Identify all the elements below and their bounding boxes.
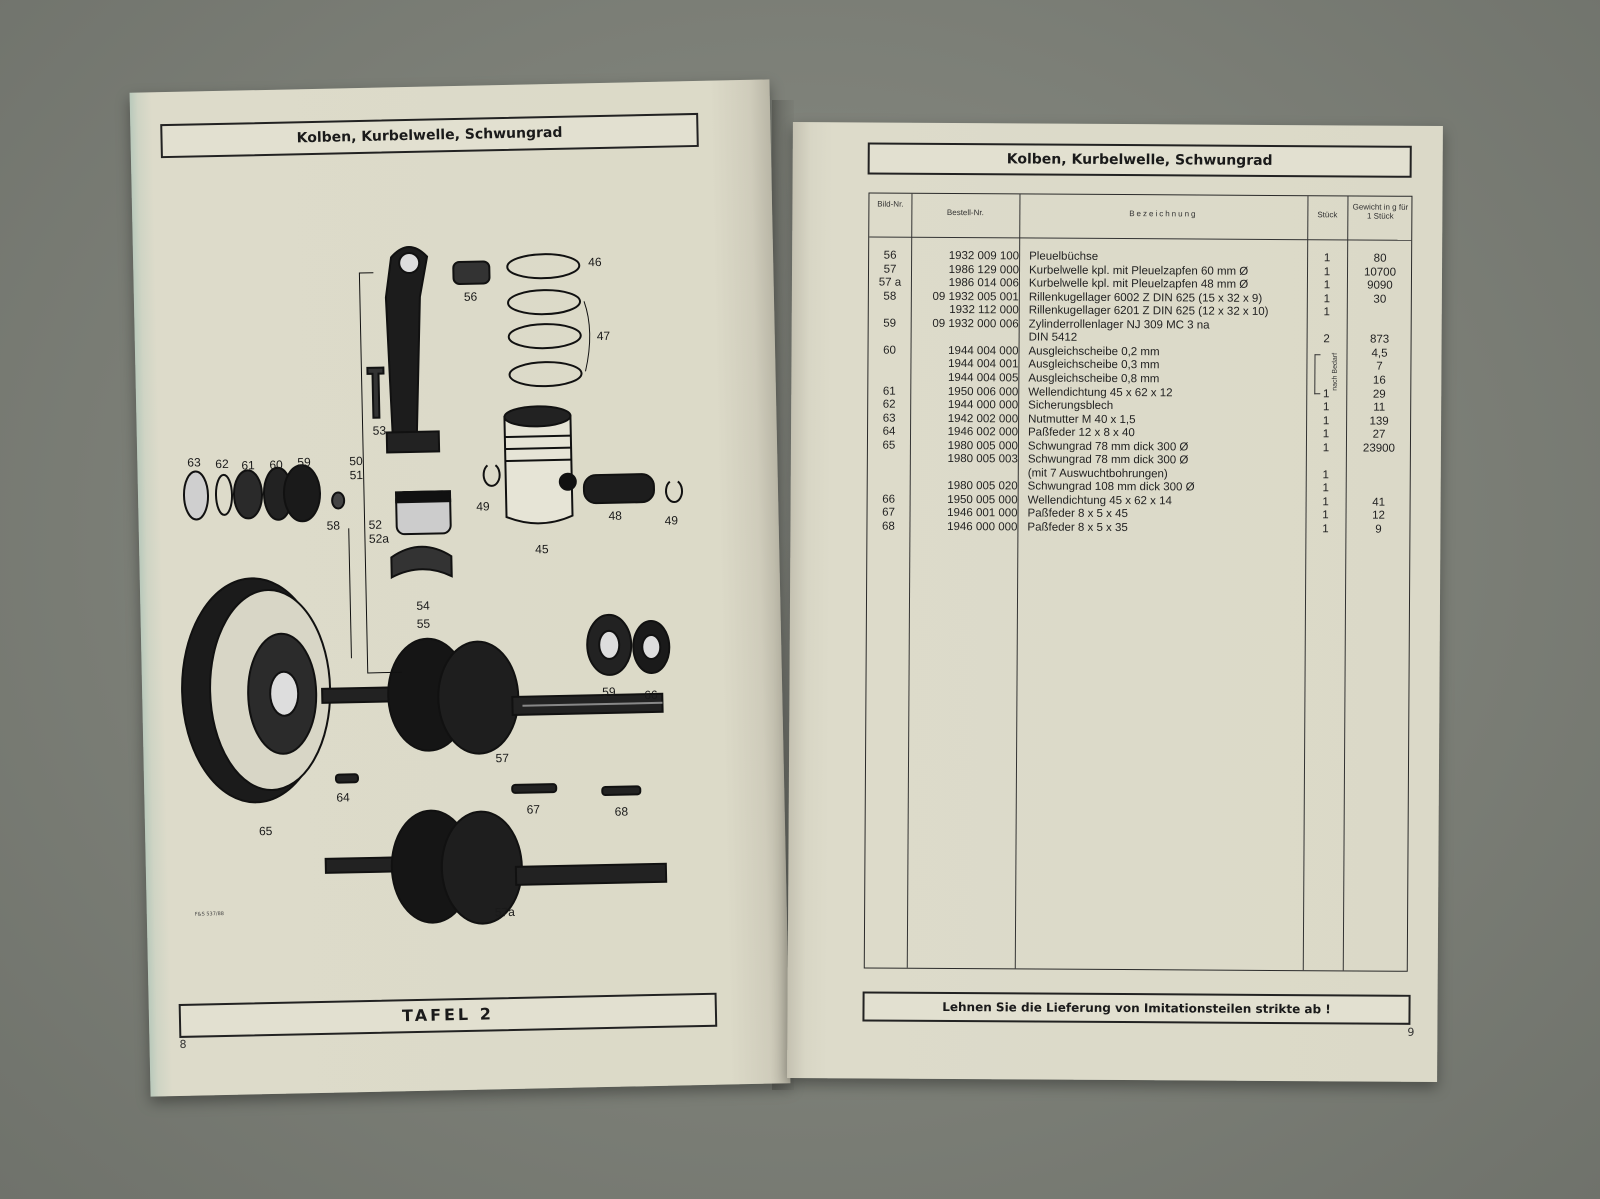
imitation-parts-warning: Lehnen Sie die Lieferung von Imitationsteilen strikte ab !	[862, 991, 1410, 1024]
part-label-45: 45	[535, 542, 549, 557]
figure-code: F&S 537/88	[194, 911, 224, 918]
cell-bild-nr: 63	[882, 412, 896, 425]
part-label-51: 51	[349, 468, 364, 483]
part-label-65: 65	[258, 823, 273, 839]
part-label-63: 63	[187, 455, 201, 470]
cell-bild-nr: 61	[882, 385, 896, 398]
cell-gewicht: 27	[1372, 428, 1386, 441]
part-label-60: 60	[269, 457, 283, 472]
part-label-54: 54	[416, 598, 430, 613]
cell-bild-nr: 68	[882, 520, 895, 533]
cell-bild-nr: 56	[883, 249, 897, 262]
part-label-56: 56	[463, 289, 478, 304]
cell-bestell-nr: 09 1932 005 001	[932, 290, 1019, 304]
cell-bestell-nr: 1980 005 020	[947, 480, 1018, 493]
part-label-59b: 59	[602, 684, 616, 700]
cell-bezeichnung: Ausgleichscheibe 0,2 mm	[1028, 345, 1160, 359]
header-rule	[869, 236, 1411, 240]
part-label-46: 46	[588, 254, 602, 270]
left-page	[130, 79, 791, 1096]
part-label-47: 47	[596, 328, 611, 344]
part-label-55: 55	[416, 616, 431, 631]
cell-bezeichnung: Pleuelbüchse	[1029, 250, 1099, 263]
cell-bezeichnung: Wellendichtung 45 x 62 x 14	[1027, 494, 1172, 508]
cell-bezeichnung: Kurbelwelle kpl. mit Pleuelzapfen 60 mm Ø	[1028, 264, 1249, 278]
cell-bestell-nr: 1980 005 003	[947, 453, 1018, 466]
part-label-62: 62	[215, 456, 229, 472]
as-needed-note: nach Bedarf	[1331, 352, 1339, 391]
cell-bezeichnung: Rillenkugellager 6002 Z DIN 625 (15 x 32 x 9)	[1028, 291, 1263, 305]
cell-bestell-nr: 1944 000 000	[947, 399, 1019, 412]
cell-bestell-nr: 1942 002 000	[947, 412, 1019, 425]
cell-gewicht: 11	[1373, 401, 1386, 414]
part-label-53: 53	[372, 423, 387, 438]
cell-bild-nr: 65	[882, 439, 896, 452]
cell-bestell-nr: 1986 014 006	[948, 277, 1019, 290]
cell-bild-nr: 57 a	[878, 276, 902, 289]
as-needed-bracket	[1314, 354, 1344, 394]
cell-gewicht: 16	[1372, 374, 1386, 387]
cell-bezeichnung: Schwungrad 78 mm dick 300 Ø	[1027, 453, 1189, 467]
cell-stueck: 1	[1323, 292, 1331, 305]
left-page-title: Kolben, Kurbelwelle, Schwungrad	[160, 113, 699, 158]
part-label-50: 50	[349, 454, 363, 469]
cell-bezeichnung: (mit 7 Auswuchtbohrungen)	[1027, 467, 1168, 481]
cell-gewicht: 80	[1373, 252, 1387, 265]
part-label-59: 59	[297, 455, 311, 470]
column-header-bestell: Bestell-Nr.	[946, 207, 984, 218]
cell-bestell-nr	[910, 467, 1018, 468]
part-label-66: 66	[644, 687, 658, 703]
cell-bestell-nr: 1932 112 000	[949, 304, 1019, 317]
cell-bezeichnung: Ausgleichscheibe 0,8 mm	[1028, 372, 1160, 386]
cell-bestell-nr: 1944 004 005	[947, 371, 1019, 385]
cell-gewicht: 873	[1369, 333, 1390, 346]
part-label-58: 58	[326, 518, 341, 533]
exploded-parts-diagram	[130, 79, 791, 1096]
cell-stueck: 1	[1323, 279, 1331, 292]
cell-stueck: 1	[1322, 414, 1330, 427]
cell-stueck: 1	[1323, 387, 1330, 400]
cell-stueck: 1	[1322, 428, 1330, 441]
cell-bezeichnung: Schwungrad 108 mm dick 300 Ø	[1027, 480, 1195, 494]
part-label-57: 57	[495, 751, 510, 766]
cell-bezeichnung: Paßfeder 12 x 8 x 40	[1027, 426, 1135, 440]
cell-stueck: 1	[1323, 265, 1331, 278]
part-label-49b: 49	[664, 513, 679, 528]
part-label-68: 68	[614, 804, 629, 819]
cell-bestell-nr: 1950 006 000	[947, 385, 1019, 398]
cell-bezeichnung: Rillenkugellager 6201 Z DIN 625 (12 x 32 x 10)	[1028, 304, 1269, 319]
cell-gewicht: 139	[1369, 415, 1389, 428]
cell-bezeichnung: DIN 5412	[1028, 331, 1078, 345]
cell-bestell-nr: 1946 001 000	[947, 507, 1018, 520]
cell-stueck: 1	[1322, 401, 1330, 414]
cell-bezeichnung: Sicherungsblech	[1028, 399, 1114, 413]
cell-bestell-nr: 1980 005 000	[947, 439, 1018, 453]
cell-gewicht: 23900	[1362, 442, 1395, 455]
right-page-title: Kolben, Kurbelwelle, Schwungrad	[868, 142, 1412, 177]
cell-stueck: 1	[1322, 509, 1329, 522]
cell-bestell-nr: 1950 005 000	[947, 493, 1018, 507]
page-number-left: 8	[179, 1037, 187, 1051]
cell-bild-nr: 64	[882, 425, 896, 438]
cell-bestell-nr: 1944 004 000	[948, 344, 1019, 358]
cell-bezeichnung: Paßfeder 8 x 5 x 35	[1027, 521, 1128, 535]
cell-bezeichnung: Kurbelwelle kpl. mit Pleuelzapfen 48 mm Ø	[1028, 277, 1249, 291]
cell-bezeichnung: Ausgleichscheibe 0,3 mm	[1028, 358, 1160, 372]
part-label-52: 52	[368, 517, 383, 532]
cell-bild-nr: 66	[882, 493, 896, 506]
cell-bestell-nr: 1946 000 000	[947, 520, 1018, 534]
cell-bild-nr: 57	[883, 263, 897, 276]
cell-stueck: 1	[1323, 252, 1331, 265]
cell-gewicht: 30	[1373, 293, 1387, 306]
cell-gewicht: 41	[1372, 496, 1386, 509]
cell-bestell-nr: 1944 004 001	[948, 358, 1019, 371]
cell-stueck: 1	[1322, 523, 1329, 536]
cell-stueck: 1	[1322, 441, 1330, 454]
cell-gewicht: 12	[1372, 510, 1385, 523]
cell-bestell-nr: 09 1932 000 006	[932, 317, 1019, 331]
column-header-bild: Bild-Nr.	[877, 199, 904, 209]
cell-gewicht: 7	[1376, 360, 1383, 374]
cell-gewicht: 9	[1375, 523, 1382, 536]
cell-bild-nr: 59	[883, 317, 897, 330]
parts-table	[864, 192, 1413, 971]
cell-stueck: 1	[1322, 482, 1329, 495]
cell-stueck: 1	[1322, 469, 1330, 482]
cell-stueck: 1	[1323, 306, 1331, 319]
right-page	[787, 122, 1443, 1082]
cell-bild-nr: 62	[882, 398, 896, 411]
cell-bezeichnung: Zylinderrollenlager NJ 309 MC 3 na	[1028, 318, 1210, 332]
cell-bestell-nr: 1932 009 100	[948, 249, 1020, 263]
cell-bild-nr: 58	[883, 290, 897, 303]
column-header-bezeichnung: Bezeichnung	[1129, 209, 1198, 219]
page-number-right: 9	[1407, 1025, 1415, 1039]
cell-gewicht: 29	[1372, 388, 1386, 401]
cell-gewicht: 9090	[1367, 279, 1393, 292]
cell-gewicht: 4,5	[1371, 347, 1388, 360]
cell-bestell-nr	[911, 331, 1019, 332]
cell-bezeichnung: Paßfeder 8 x 5 x 45	[1027, 507, 1128, 521]
part-label-67: 67	[526, 802, 541, 817]
cell-bezeichnung: Nutmutter M 40 x 1,5	[1028, 413, 1136, 426]
cell-bestell-nr: 1946 002 000	[947, 426, 1019, 439]
part-label-52a: 52a	[368, 531, 390, 546]
bracket-line	[1314, 354, 1320, 394]
table-row	[867, 520, 1411, 536]
cell-gewicht: 10700	[1363, 266, 1397, 279]
part-label-64: 64	[336, 790, 350, 805]
part-label-57a: 57a	[494, 904, 515, 920]
part-label-49: 49	[476, 499, 490, 514]
plate-title: TAFEL 2	[179, 993, 718, 1038]
column-header-gewicht: Gewicht in g für 1 Stück	[1352, 202, 1409, 221]
cell-bezeichnung: Schwungrad 78 mm dick 300 Ø	[1027, 440, 1189, 454]
part-label-48: 48	[608, 508, 623, 523]
cell-bild-nr: 60	[883, 344, 896, 357]
cell-bild-nr: 67	[882, 507, 895, 520]
cell-bestell-nr: 1986 129 000	[948, 263, 1020, 276]
column-header-stueck: Stück	[1317, 210, 1338, 220]
cell-stueck: 2	[1323, 333, 1330, 346]
part-label-61: 61	[241, 458, 255, 473]
cell-stueck: 1	[1322, 496, 1329, 509]
cell-bezeichnung: Wellendichtung 45 x 62 x 12	[1028, 385, 1173, 399]
